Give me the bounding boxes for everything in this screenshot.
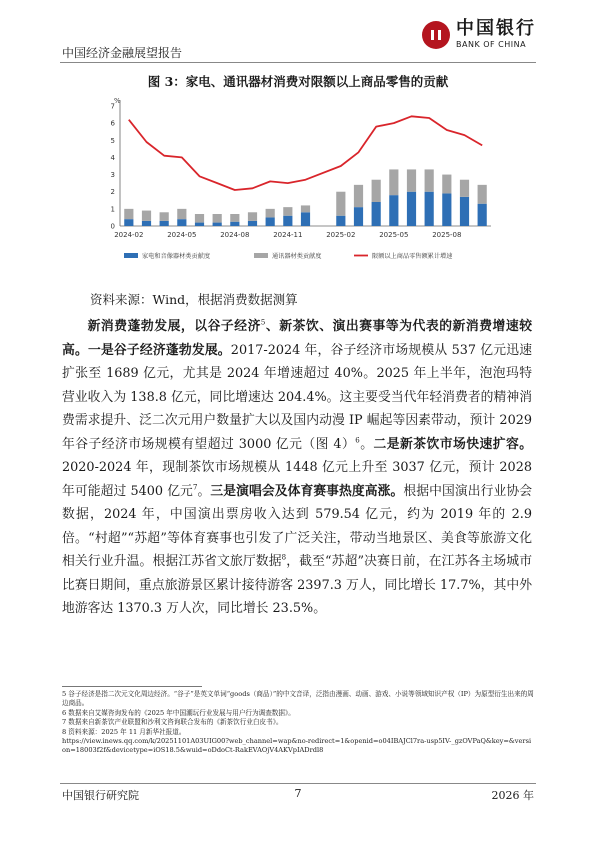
footnote-divider xyxy=(62,686,202,687)
footer-year: 2026 年 xyxy=(491,789,534,802)
footer-divider xyxy=(60,783,536,784)
bar-appliance-contribution xyxy=(160,221,169,226)
x-tick-label: 2025-05 xyxy=(379,231,409,239)
bar-appliance-contribution xyxy=(177,219,186,226)
x-tick-label: 2024-05 xyxy=(167,231,197,239)
bar-telecom-contribution xyxy=(425,169,434,191)
bar-appliance-contribution xyxy=(442,193,451,226)
bar-telecom-contribution xyxy=(266,209,275,218)
text-goods-economy: 2017-2024 年，谷子经济市场规模从 537 亿元迅速扩张至 1689 亿元，尤其是 2024 年增速超过 40%。2025 年上半年，泡泡玛特营业收入为 138.8 亿元，同比增速达 204.4%。这主要受当代年轻消费者的精神消费需求提升、泛二次元用户数量扩大以及国内动漫 IP 崛起等因素带动，预计 2029 年谷子经济市场规模有望超过 3000 亿元（图 4） xyxy=(62,342,533,452)
y-tick-label: 5 xyxy=(110,136,115,145)
legend-swatch-telecom xyxy=(254,253,268,258)
bar-telecom-contribution xyxy=(142,211,151,221)
bar-telecom-contribution xyxy=(301,205,310,212)
y-tick-label: 2 xyxy=(110,188,115,197)
legend-label-retail-growth: 限额以上商品零售额累计增速 xyxy=(372,253,453,260)
contribution-chart xyxy=(96,88,506,270)
x-tick-label: 2024-08 xyxy=(220,231,250,239)
report-header-title: 中国经济金融展望报告 xyxy=(62,46,183,60)
bar-telecom-contribution xyxy=(407,169,416,191)
bar-telecom-contribution xyxy=(460,180,469,197)
y-tick-label: 4 xyxy=(110,153,115,162)
y-tick-label: 1 xyxy=(110,205,115,214)
bar-appliance-contribution xyxy=(407,192,416,226)
bar-telecom-contribution xyxy=(354,185,363,207)
text-concerts-sports: 根据中国演出行业协会数据，2024 年，中国演出票房收入达到 579.54 亿元，约为 2019 年的 2.9 倍。“村超”“苏超”等体育赛事也引发了广泛关注，带动当地景区、美食等旅游文化相关行业升温。根据江苏省文旅厅数据 xyxy=(62,483,533,569)
bar-appliance-contribution xyxy=(230,222,239,226)
logo-english-name: BANK OF CHINA xyxy=(456,40,527,49)
footnote-5: 5 谷子经济是指二次元文化周边经济。“谷子”是英文单词“goods（商品）”的中文音译，泛指由漫画、动画、游戏、小说等领域知识产权（IP）为原型衍生出来的周边商品。 xyxy=(62,690,534,708)
bar-appliance-contribution xyxy=(372,202,381,226)
bar-appliance-contribution xyxy=(460,197,469,226)
bar-telecom-contribution xyxy=(389,169,398,195)
bar-appliance-contribution xyxy=(248,221,257,226)
y-tick-label: 7 xyxy=(110,102,115,111)
bar-telecom-contribution xyxy=(177,209,186,219)
lead-concerts-sports: 三是演唱会及体育赛事热度高涨。 xyxy=(210,483,404,499)
y-tick-label: 3 xyxy=(110,171,115,180)
x-tick-label: 2025-08 xyxy=(432,231,462,239)
footnote-ref-5[interactable]: 5 xyxy=(260,318,266,327)
bar-appliance-contribution xyxy=(213,223,222,226)
footer-org: 中国银行研究院 xyxy=(62,789,139,802)
x-tick-label: 2025-02 xyxy=(326,231,356,239)
lead-sentence-a: 新消费蓬勃发展，以谷子经济 xyxy=(87,319,261,334)
lead-tea-drinks: 二是新茶饮市场快速扩容。 xyxy=(373,436,533,452)
figure-source: 资料来源：Wind，根据消费数据测算 xyxy=(90,292,298,307)
main-paragraph xyxy=(62,315,532,621)
bar-appliance-contribution xyxy=(283,216,292,226)
footnote-8: 8 资料来源：2025 年 11 月新华社报道。 xyxy=(62,727,186,736)
footnote-6: 6 数据来自艾媒咨询发布的《2025 年中国潮玩行业发展与用户行为调查数据》。 xyxy=(62,708,295,717)
text-tea-drinks: 2020-2024 年，现制茶饮市场规模从 1448 亿元上升至 3037 亿元，预计 2028 年可能超过 5400 亿元 xyxy=(62,460,532,499)
bar-appliance-contribution xyxy=(336,216,345,226)
period: 。 xyxy=(359,436,374,452)
bank-logo xyxy=(422,20,536,49)
bar-telecom-contribution xyxy=(124,209,133,219)
bar-appliance-contribution xyxy=(266,217,275,226)
footnote-url-link[interactable]: https://view.inews.qq.com/k/20251101A03UIG00?web_channel=wap&no-redirect=1&openid=o04IBAJCl7ra-usp5IV-_gzOVPaQ&key=&version=18003f2f&devicetype=iOS18.5&wuid=oDdoCt-RakEVAOjV4AKVpIADrdl8 xyxy=(62,737,532,755)
legend-swatch-appliance xyxy=(124,253,138,258)
bar-telecom-contribution xyxy=(160,212,169,221)
bar-telecom-contribution xyxy=(195,214,204,223)
bar-telecom-contribution xyxy=(230,214,239,222)
bar-telecom-contribution xyxy=(213,214,222,223)
bar-appliance-contribution xyxy=(354,207,363,226)
bar-appliance-contribution xyxy=(425,192,434,226)
text-jiangsu: ，截至“苏超”决赛日前，在江苏各主场城市比赛日期间，重点旅游景区累计接待游客 2397.3 万人，同比增长 17.7%，其中外地游客达 1370.3 万人次，同比增长 23.5%。 xyxy=(62,554,532,616)
bar-appliance-contribution xyxy=(195,223,204,226)
bar-telecom-contribution xyxy=(248,212,257,221)
y-unit-label: % xyxy=(114,97,121,105)
header-divider xyxy=(60,62,536,63)
lead-sentence-b: 、新茶饮、演出赛事等为代表的新消费增速较高。一是谷子经济蓬勃发展。 xyxy=(62,319,533,358)
bar-appliance-contribution xyxy=(142,221,151,226)
footnote-7: 7 数据来自新茶饮产业联盟和沙利文咨询联合发布的《新茶饮行业白皮书》。 xyxy=(62,718,283,727)
legend-label-appliance: 家电和音像器材类贡献度 xyxy=(142,253,211,260)
bank-of-china-emblem-icon xyxy=(422,21,450,49)
bar-telecom-contribution xyxy=(336,192,345,216)
figure-title: 图 3：家电、通讯器材消费对限额以上商品零售的贡献 xyxy=(147,74,449,89)
bar-appliance-contribution xyxy=(124,219,133,226)
footnote-ref-7[interactable]: 7 xyxy=(192,483,198,492)
bar-appliance-contribution xyxy=(478,204,487,226)
footnote-ref-8[interactable]: 8 xyxy=(281,553,287,562)
footnote-ref-6[interactable]: 6 xyxy=(355,436,360,445)
legend-label-telecom: 通讯器材类贡献度 xyxy=(272,253,322,260)
bar-appliance-contribution xyxy=(389,195,398,226)
x-tick-label: 2024-11 xyxy=(273,231,303,239)
x-tick-label: 2024-02 xyxy=(114,231,144,239)
footnotes xyxy=(62,690,534,756)
bar-telecom-contribution xyxy=(442,175,451,194)
bar-telecom-contribution xyxy=(283,207,292,216)
bar-telecom-contribution xyxy=(372,180,381,202)
bar-appliance-contribution xyxy=(301,212,310,226)
y-tick-label: 0 xyxy=(110,222,115,231)
page-number: 7 xyxy=(294,787,302,800)
period: 。 xyxy=(197,483,211,499)
logo-chinese-name: 中国银行 xyxy=(456,18,536,39)
bar-telecom-contribution xyxy=(478,185,487,204)
y-tick-label: 6 xyxy=(110,119,115,128)
